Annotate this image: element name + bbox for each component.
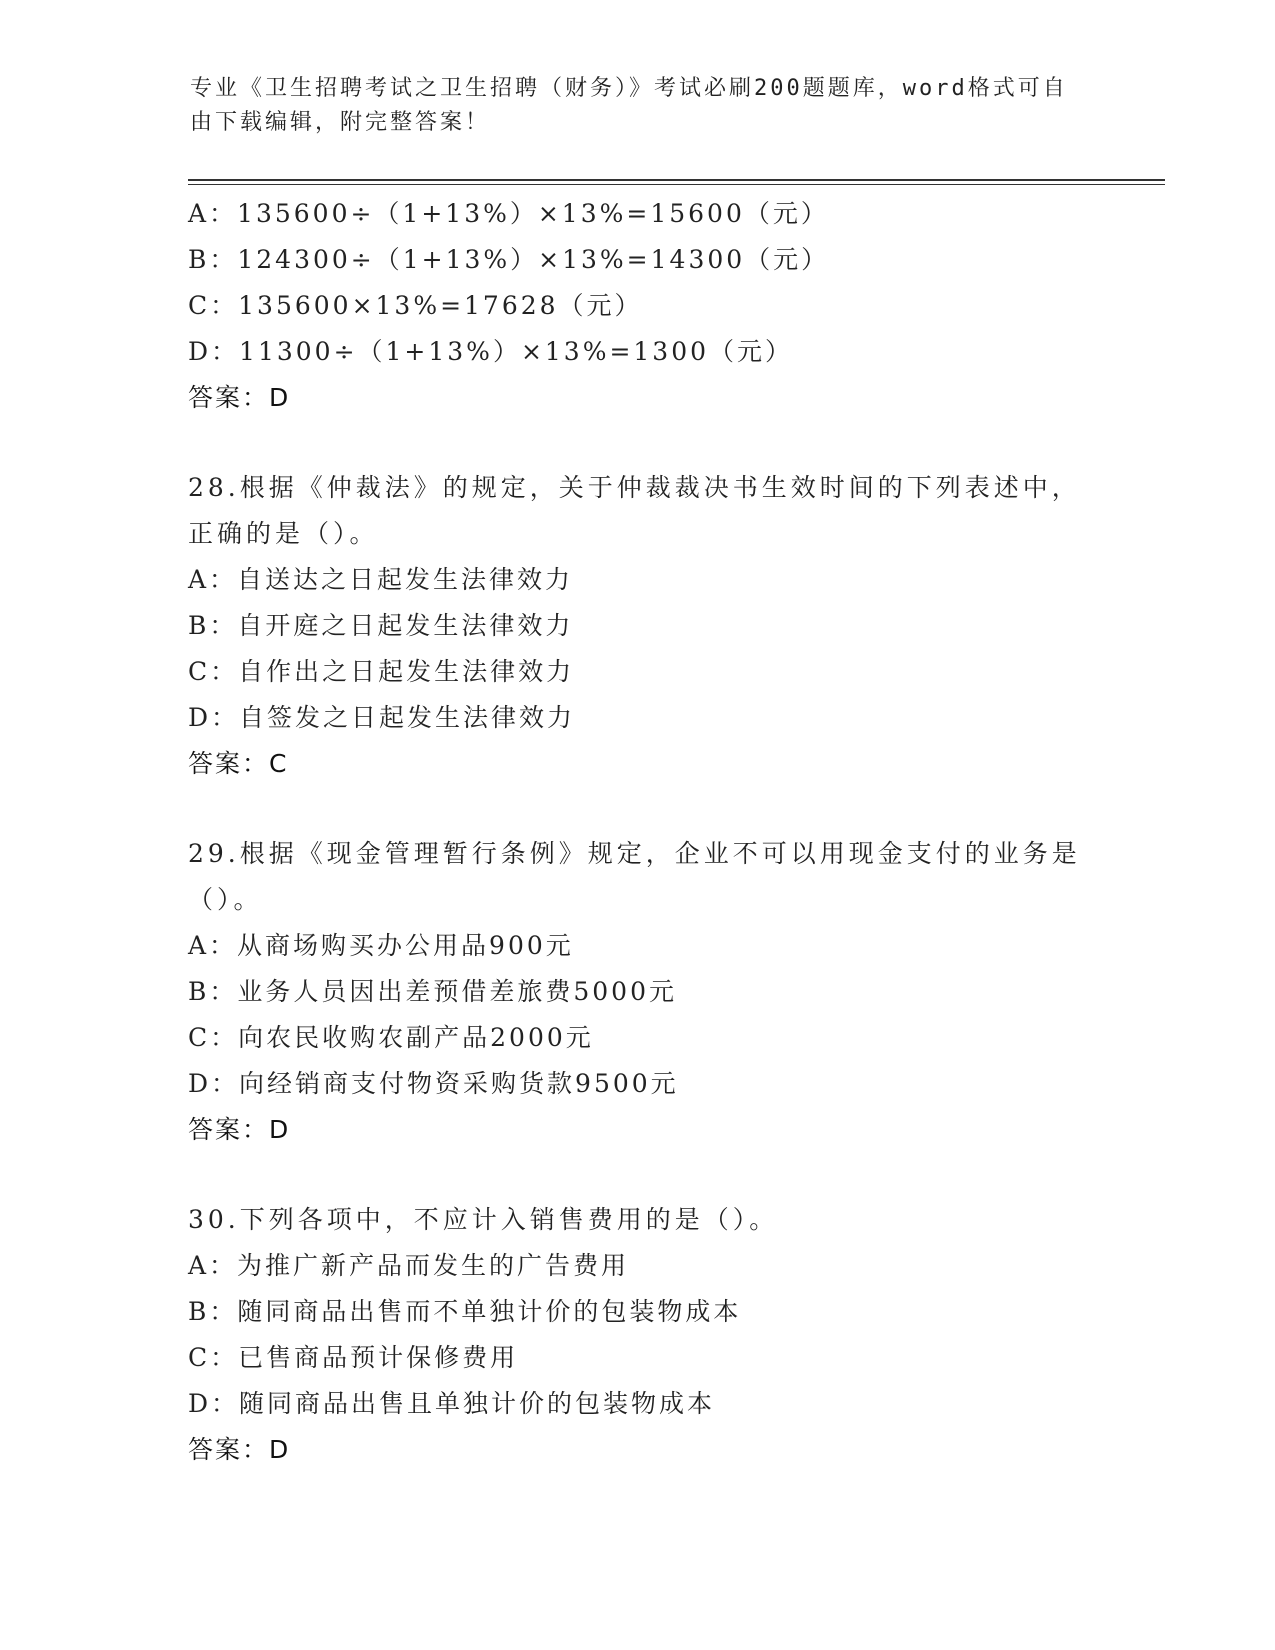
document-header: 专业《卫生招聘考试之卫生招聘（财务）》考试必刷200题题库，word格式可自由下载编辑，附完整答案！ — [190, 76, 1068, 135]
option-b: B：随同商品出售而不单独计价的包装物成本 — [188, 1297, 742, 1326]
option-b: B：业务人员因出差预借差旅费5000元 — [188, 977, 677, 1006]
question-stem: 30.下列各项中，不应计入销售费用的是（）。 — [188, 1205, 779, 1234]
spacer — [188, 421, 1088, 465]
question-block-30 — [188, 1197, 1088, 1473]
question-stem: 29.根据《现金管理暂行条例》规定，企业不可以用现金支付的业务是 — [188, 839, 1081, 868]
option-d: D：随同商品出售且单独计价的包装物成本 — [188, 1389, 716, 1418]
answer-label: 答案：D — [188, 1115, 291, 1144]
spacer — [188, 787, 1088, 831]
option-d: D：向经销商支付物资采购货款9500元 — [188, 1069, 679, 1098]
question-stem-continued: （）。 — [188, 885, 263, 914]
header-divider-thick — [188, 179, 1165, 181]
question-list — [188, 191, 1088, 1473]
option-d: D：自签发之日起发生法律效力 — [188, 703, 576, 732]
option-a: A：从商场购买办公用品900元 — [188, 931, 574, 960]
answer-label: 答案：D — [188, 1435, 291, 1464]
option-c: C：向农民收购农副产品2000元 — [188, 1023, 594, 1052]
option-c: C：135600×13%=17628（元） — [188, 291, 643, 320]
answer-label: 答案：D — [188, 383, 291, 412]
option-a: A：为推广新产品而发生的广告费用 — [188, 1251, 630, 1280]
question-block-29 — [188, 831, 1088, 1153]
question-block-28 — [188, 465, 1088, 787]
question-stem: 28.根据《仲裁法》的规定，关于仲裁裁决书生效时间的下列表述中， — [188, 473, 1081, 502]
spacer — [188, 1153, 1088, 1197]
option-a: A：135600÷（1+13%）×13%=15600（元） — [188, 199, 829, 228]
option-b: B：124300÷（1+13%）×13%=14300（元） — [188, 245, 830, 274]
question-block-27 — [188, 191, 1088, 421]
option-c: C：自作出之日起发生法律效力 — [188, 657, 575, 686]
option-b: B：自开庭之日起发生法律效力 — [188, 611, 574, 640]
option-d: D：11300÷（1+13%）×13%=1300（元） — [188, 337, 794, 366]
option-c: C：已售商品预计保修费用 — [188, 1343, 519, 1372]
option-a: A：自送达之日起发生法律效力 — [188, 565, 574, 594]
question-stem-continued: 正确的是（）。 — [188, 519, 379, 548]
header-divider-thin — [188, 184, 1165, 185]
answer-label: 答案：C — [188, 749, 289, 778]
